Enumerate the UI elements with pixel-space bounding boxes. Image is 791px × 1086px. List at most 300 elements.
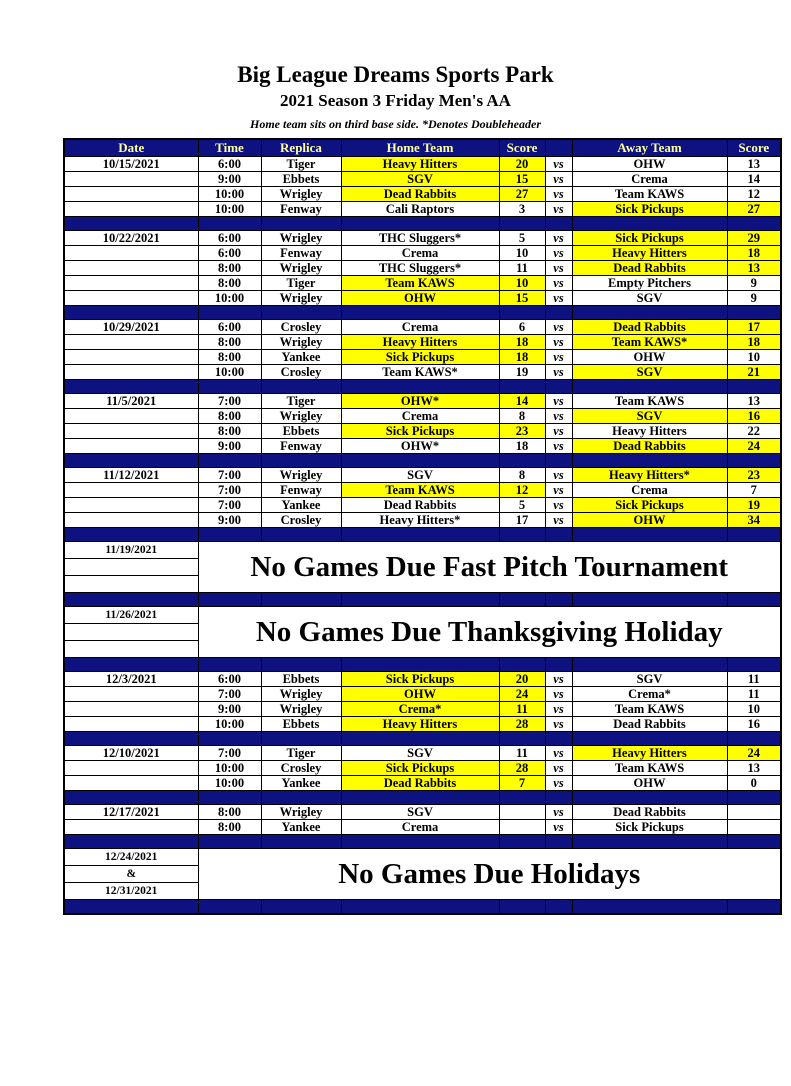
game-row <box>64 717 781 732</box>
date-cell: 10/29/2021 <box>64 320 198 335</box>
notice-message-cell: No Games Due Holidays <box>198 849 781 900</box>
away-score-cell: 16 <box>727 717 781 732</box>
home-score-cell: 11 <box>499 261 545 276</box>
replica-cell: Wrigley <box>261 687 341 702</box>
time-cell: 9:00 <box>198 513 261 528</box>
home-team-cell: Sick Pickups <box>341 672 499 687</box>
time-cell: 6:00 <box>198 246 261 261</box>
date-cell <box>64 291 198 306</box>
separator-cell <box>64 835 198 849</box>
away-team-cell: Empty Pitchers <box>572 276 727 291</box>
date-cell: 10/22/2021 <box>64 231 198 246</box>
away-team-cell: Dead Rabbits <box>572 261 727 276</box>
notice-date-cell: 11/26/2021 <box>64 607 198 624</box>
home-team-cell: Crema <box>341 246 499 261</box>
away-score-cell: 9 <box>727 276 781 291</box>
vs-cell: vs <box>545 365 572 380</box>
home-score-cell: 6 <box>499 320 545 335</box>
away-team-cell: Sick Pickups <box>572 202 727 217</box>
time-cell: 10:00 <box>198 717 261 732</box>
vs-cell: vs <box>545 261 572 276</box>
separator-cell <box>261 732 341 746</box>
replica-cell: Ebbets <box>261 172 341 187</box>
time-cell: 10:00 <box>198 776 261 791</box>
away-team-cell: Crema <box>572 483 727 498</box>
date-cell <box>64 513 198 528</box>
time-cell: 8:00 <box>198 820 261 835</box>
home-team-cell: THC Sluggers* <box>341 231 499 246</box>
vs-cell: vs <box>545 820 572 835</box>
home-team-cell: Dead Rabbits <box>341 776 499 791</box>
home-score-cell: 11 <box>499 746 545 761</box>
game-row <box>64 498 781 513</box>
separator-row <box>64 900 781 914</box>
replica-cell: Fenway <box>261 246 341 261</box>
separator-cell <box>572 835 727 849</box>
separator-cell <box>198 217 261 231</box>
date-cell <box>64 687 198 702</box>
notice-date-cell: & <box>64 866 198 883</box>
replica-cell: Wrigley <box>261 187 341 202</box>
date-cell <box>64 187 198 202</box>
vs-cell: vs <box>545 202 572 217</box>
notice-date-cell <box>64 624 198 641</box>
home-score-cell: 8 <box>499 468 545 483</box>
separator-cell <box>198 900 261 914</box>
replica-cell: Tiger <box>261 157 341 172</box>
away-team-cell: OHW <box>572 513 727 528</box>
time-cell: 8:00 <box>198 261 261 276</box>
home-score-cell: 7 <box>499 776 545 791</box>
separator-cell <box>545 791 572 805</box>
header-cell-away-score: Score <box>727 139 781 157</box>
game-row <box>64 702 781 717</box>
away-score-cell: 11 <box>727 672 781 687</box>
away-team-cell: Heavy Hitters* <box>572 468 727 483</box>
home-team-cell: Crema <box>341 409 499 424</box>
game-row <box>64 468 781 483</box>
home-score-cell: 18 <box>499 335 545 350</box>
away-score-cell: 13 <box>727 394 781 409</box>
away-score-cell: 10 <box>727 702 781 717</box>
time-cell: 8:00 <box>198 409 261 424</box>
away-score-cell: 7 <box>727 483 781 498</box>
date-cell <box>64 261 198 276</box>
separator-cell <box>499 835 545 849</box>
game-row <box>64 805 781 820</box>
home-team-cell: OHW* <box>341 439 499 454</box>
home-score-cell: 24 <box>499 687 545 702</box>
home-score-cell: 18 <box>499 439 545 454</box>
home-score-cell: 10 <box>499 276 545 291</box>
home-team-cell: THC Sluggers* <box>341 261 499 276</box>
separator-cell <box>261 528 341 542</box>
separator-row <box>64 217 781 231</box>
away-team-cell: Dead Rabbits <box>572 805 727 820</box>
away-team-cell: OHW <box>572 776 727 791</box>
vs-cell: vs <box>545 157 572 172</box>
separator-cell <box>727 306 781 320</box>
replica-cell: Ebbets <box>261 672 341 687</box>
vs-cell: vs <box>545 805 572 820</box>
home-score-cell: 14 <box>499 394 545 409</box>
replica-cell: Wrigley <box>261 702 341 717</box>
home-score-cell: 28 <box>499 761 545 776</box>
away-score-cell: 11 <box>727 687 781 702</box>
replica-cell: Ebbets <box>261 717 341 732</box>
away-score-cell: 10 <box>727 350 781 365</box>
separator-cell <box>341 732 499 746</box>
separator-cell <box>64 658 198 672</box>
time-cell: 6:00 <box>198 157 261 172</box>
home-score-cell: 20 <box>499 157 545 172</box>
separator-cell <box>545 380 572 394</box>
date-cell <box>64 365 198 380</box>
notice-row <box>64 607 781 624</box>
replica-cell: Tiger <box>261 276 341 291</box>
away-team-cell: SGV <box>572 409 727 424</box>
home-team-cell: Cali Raptors <box>341 202 499 217</box>
time-cell: 10:00 <box>198 187 261 202</box>
page-note: Home team sits on third base side. *Denotes Doubleheader <box>250 116 541 131</box>
game-row <box>64 513 781 528</box>
vs-cell: vs <box>545 291 572 306</box>
time-cell: 10:00 <box>198 291 261 306</box>
away-team-cell: Crema* <box>572 687 727 702</box>
home-team-cell: SGV <box>341 746 499 761</box>
away-score-cell: 21 <box>727 365 781 380</box>
header-cell-away-team: Away Team <box>572 139 727 157</box>
separator-cell <box>572 306 727 320</box>
game-row <box>64 187 781 202</box>
home-team-cell: Team KAWS* <box>341 365 499 380</box>
separator-cell <box>198 454 261 468</box>
away-team-cell: SGV <box>572 672 727 687</box>
notice-date-cell: 12/24/2021 <box>64 849 198 866</box>
home-team-cell: Sick Pickups <box>341 350 499 365</box>
vs-cell: vs <box>545 320 572 335</box>
replica-cell: Wrigley <box>261 231 341 246</box>
date-cell: 12/3/2021 <box>64 672 198 687</box>
separator-cell <box>64 306 198 320</box>
home-team-cell: SGV <box>341 468 499 483</box>
home-team-cell: Team KAWS <box>341 276 499 291</box>
time-cell: 7:00 <box>198 483 261 498</box>
home-team-cell: SGV <box>341 805 499 820</box>
date-cell <box>64 172 198 187</box>
date-cell: 12/17/2021 <box>64 805 198 820</box>
home-score-cell: 5 <box>499 498 545 513</box>
away-score-cell: 14 <box>727 172 781 187</box>
home-score-cell: 10 <box>499 246 545 261</box>
replica-cell: Crosley <box>261 365 341 380</box>
date-cell <box>64 350 198 365</box>
separator-cell <box>341 306 499 320</box>
separator-cell <box>727 900 781 914</box>
separator-cell <box>545 900 572 914</box>
time-cell: 7:00 <box>198 746 261 761</box>
separator-cell <box>545 593 572 607</box>
separator-cell <box>499 528 545 542</box>
away-team-cell: Team KAWS* <box>572 335 727 350</box>
notice-message-cell: No Games Due Thanksgiving Holiday <box>198 607 781 658</box>
away-score-cell: 17 <box>727 320 781 335</box>
date-cell <box>64 820 198 835</box>
separator-cell <box>499 791 545 805</box>
replica-cell: Wrigley <box>261 291 341 306</box>
home-team-cell: Crema <box>341 320 499 335</box>
time-cell: 10:00 <box>198 761 261 776</box>
time-cell: 7:00 <box>198 498 261 513</box>
away-team-cell: Heavy Hitters <box>572 246 727 261</box>
game-row <box>64 320 781 335</box>
replica-cell: Wrigley <box>261 409 341 424</box>
page-subtitle: 2021 Season 3 Friday Men's AA <box>280 91 511 111</box>
separator-cell <box>499 658 545 672</box>
notice-date-cell: 12/31/2021 <box>64 883 198 900</box>
vs-cell: vs <box>545 350 572 365</box>
separator-row <box>64 306 781 320</box>
date-cell <box>64 483 198 498</box>
time-cell: 9:00 <box>198 439 261 454</box>
home-score-cell: 15 <box>499 172 545 187</box>
separator-cell <box>341 380 499 394</box>
home-team-cell: OHW* <box>341 394 499 409</box>
home-team-cell: Sick Pickups <box>341 424 499 439</box>
home-team-cell: Crema <box>341 820 499 835</box>
replica-cell: Yankee <box>261 820 341 835</box>
time-cell: 7:00 <box>198 468 261 483</box>
home-team-cell: Team KAWS <box>341 483 499 498</box>
replica-cell: Wrigley <box>261 468 341 483</box>
separator-cell <box>341 593 499 607</box>
separator-cell <box>198 593 261 607</box>
separator-row <box>64 454 781 468</box>
away-score-cell: 34 <box>727 513 781 528</box>
separator-cell <box>499 900 545 914</box>
home-team-cell: Sick Pickups <box>341 761 499 776</box>
time-cell: 8:00 <box>198 350 261 365</box>
home-score-cell: 20 <box>499 672 545 687</box>
replica-cell: Yankee <box>261 776 341 791</box>
separator-cell <box>341 900 499 914</box>
home-score-cell: 11 <box>499 702 545 717</box>
separator-cell <box>572 217 727 231</box>
game-row <box>64 409 781 424</box>
away-score-cell <box>727 820 781 835</box>
vs-cell: vs <box>545 335 572 350</box>
separator-cell <box>572 658 727 672</box>
separator-cell <box>727 658 781 672</box>
date-cell <box>64 246 198 261</box>
notice-row <box>64 542 781 559</box>
time-cell: 7:00 <box>198 394 261 409</box>
vs-cell: vs <box>545 187 572 202</box>
date-cell <box>64 409 198 424</box>
away-score-cell: 13 <box>727 157 781 172</box>
away-score-cell: 24 <box>727 439 781 454</box>
separator-cell <box>261 835 341 849</box>
date-cell <box>64 717 198 732</box>
game-row <box>64 424 781 439</box>
replica-cell: Wrigley <box>261 261 341 276</box>
home-score-cell: 15 <box>499 291 545 306</box>
separator-cell <box>499 732 545 746</box>
away-team-cell: Team KAWS <box>572 187 727 202</box>
separator-cell <box>545 658 572 672</box>
home-score-cell: 12 <box>499 483 545 498</box>
home-team-cell: Dead Rabbits <box>341 498 499 513</box>
time-cell: 8:00 <box>198 335 261 350</box>
away-team-cell: Sick Pickups <box>572 498 727 513</box>
separator-cell <box>545 835 572 849</box>
home-score-cell: 23 <box>499 424 545 439</box>
separator-row <box>64 732 781 746</box>
game-row <box>64 172 781 187</box>
time-cell: 10:00 <box>198 202 261 217</box>
home-score-cell: 18 <box>499 350 545 365</box>
separator-cell <box>727 528 781 542</box>
separator-cell <box>261 791 341 805</box>
separator-cell <box>341 528 499 542</box>
vs-cell: vs <box>545 424 572 439</box>
date-cell <box>64 439 198 454</box>
away-score-cell: 18 <box>727 335 781 350</box>
separator-row <box>64 380 781 394</box>
separator-cell <box>341 835 499 849</box>
separator-cell <box>545 732 572 746</box>
header-cell-replica: Replica <box>261 139 341 157</box>
away-team-cell: Sick Pickups <box>572 231 727 246</box>
game-row <box>64 291 781 306</box>
away-score-cell: 13 <box>727 261 781 276</box>
away-score-cell: 0 <box>727 776 781 791</box>
separator-cell <box>64 593 198 607</box>
separator-cell <box>572 732 727 746</box>
home-team-cell: Heavy Hitters <box>341 717 499 732</box>
separator-cell <box>64 528 198 542</box>
separator-cell <box>727 454 781 468</box>
replica-cell: Yankee <box>261 498 341 513</box>
notice-date-cell <box>64 641 198 658</box>
date-cell: 11/5/2021 <box>64 394 198 409</box>
away-score-cell: 13 <box>727 761 781 776</box>
vs-cell: vs <box>545 439 572 454</box>
date-cell <box>64 498 198 513</box>
notice-date-cell <box>64 576 198 593</box>
separator-cell <box>727 791 781 805</box>
replica-cell: Fenway <box>261 202 341 217</box>
separator-cell <box>261 658 341 672</box>
game-row <box>64 672 781 687</box>
home-team-cell: OHW <box>341 291 499 306</box>
game-row <box>64 439 781 454</box>
away-team-cell: SGV <box>572 365 727 380</box>
vs-cell: vs <box>545 246 572 261</box>
separator-cell <box>572 528 727 542</box>
home-score-cell <box>499 820 545 835</box>
replica-cell: Wrigley <box>261 805 341 820</box>
separator-cell <box>198 306 261 320</box>
vs-cell: vs <box>545 776 572 791</box>
date-cell <box>64 276 198 291</box>
away-team-cell: OHW <box>572 157 727 172</box>
away-score-cell <box>727 805 781 820</box>
separator-cell <box>572 380 727 394</box>
header-cell-time: Time <box>198 139 261 157</box>
time-cell: 8:00 <box>198 805 261 820</box>
vs-cell: vs <box>545 746 572 761</box>
time-cell: 9:00 <box>198 702 261 717</box>
separator-cell <box>499 380 545 394</box>
header-cell-home-team: Home Team <box>341 139 499 157</box>
game-row <box>64 157 781 172</box>
away-score-cell: 16 <box>727 409 781 424</box>
home-team-cell: Crema* <box>341 702 499 717</box>
date-cell <box>64 761 198 776</box>
separator-row <box>64 658 781 672</box>
replica-cell: Fenway <box>261 439 341 454</box>
separator-cell <box>499 306 545 320</box>
separator-cell <box>198 835 261 849</box>
home-score-cell: 8 <box>499 409 545 424</box>
replica-cell: Crosley <box>261 513 341 528</box>
separator-cell <box>198 732 261 746</box>
game-row <box>64 687 781 702</box>
away-team-cell: Team KAWS <box>572 702 727 717</box>
vs-cell: vs <box>545 513 572 528</box>
away-score-cell: 19 <box>727 498 781 513</box>
home-team-cell: OHW <box>341 687 499 702</box>
game-row <box>64 365 781 380</box>
away-score-cell: 12 <box>727 187 781 202</box>
away-team-cell: Dead Rabbits <box>572 717 727 732</box>
replica-cell: Yankee <box>261 350 341 365</box>
vs-cell: vs <box>545 672 572 687</box>
separator-cell <box>198 528 261 542</box>
game-row <box>64 335 781 350</box>
replica-cell: Crosley <box>261 320 341 335</box>
separator-cell <box>572 900 727 914</box>
time-cell: 10:00 <box>198 365 261 380</box>
away-team-cell: Team KAWS <box>572 394 727 409</box>
separator-cell <box>727 732 781 746</box>
game-row <box>64 261 781 276</box>
date-cell <box>64 776 198 791</box>
separator-cell <box>545 306 572 320</box>
vs-cell: vs <box>545 468 572 483</box>
away-team-cell: Team KAWS <box>572 761 727 776</box>
home-team-cell: Heavy Hitters <box>341 157 499 172</box>
away-team-cell: OHW <box>572 350 727 365</box>
home-score-cell: 28 <box>499 717 545 732</box>
home-score-cell: 3 <box>499 202 545 217</box>
replica-cell: Ebbets <box>261 424 341 439</box>
date-cell <box>64 202 198 217</box>
time-cell: 6:00 <box>198 672 261 687</box>
separator-cell <box>261 593 341 607</box>
game-row <box>64 246 781 261</box>
vs-cell: vs <box>545 483 572 498</box>
game-row <box>64 202 781 217</box>
notice-date-cell <box>64 559 198 576</box>
vs-cell: vs <box>545 761 572 776</box>
page-header <box>0 62 791 132</box>
separator-cell <box>198 658 261 672</box>
replica-cell: Crosley <box>261 761 341 776</box>
date-cell <box>64 702 198 717</box>
separator-cell <box>727 835 781 849</box>
